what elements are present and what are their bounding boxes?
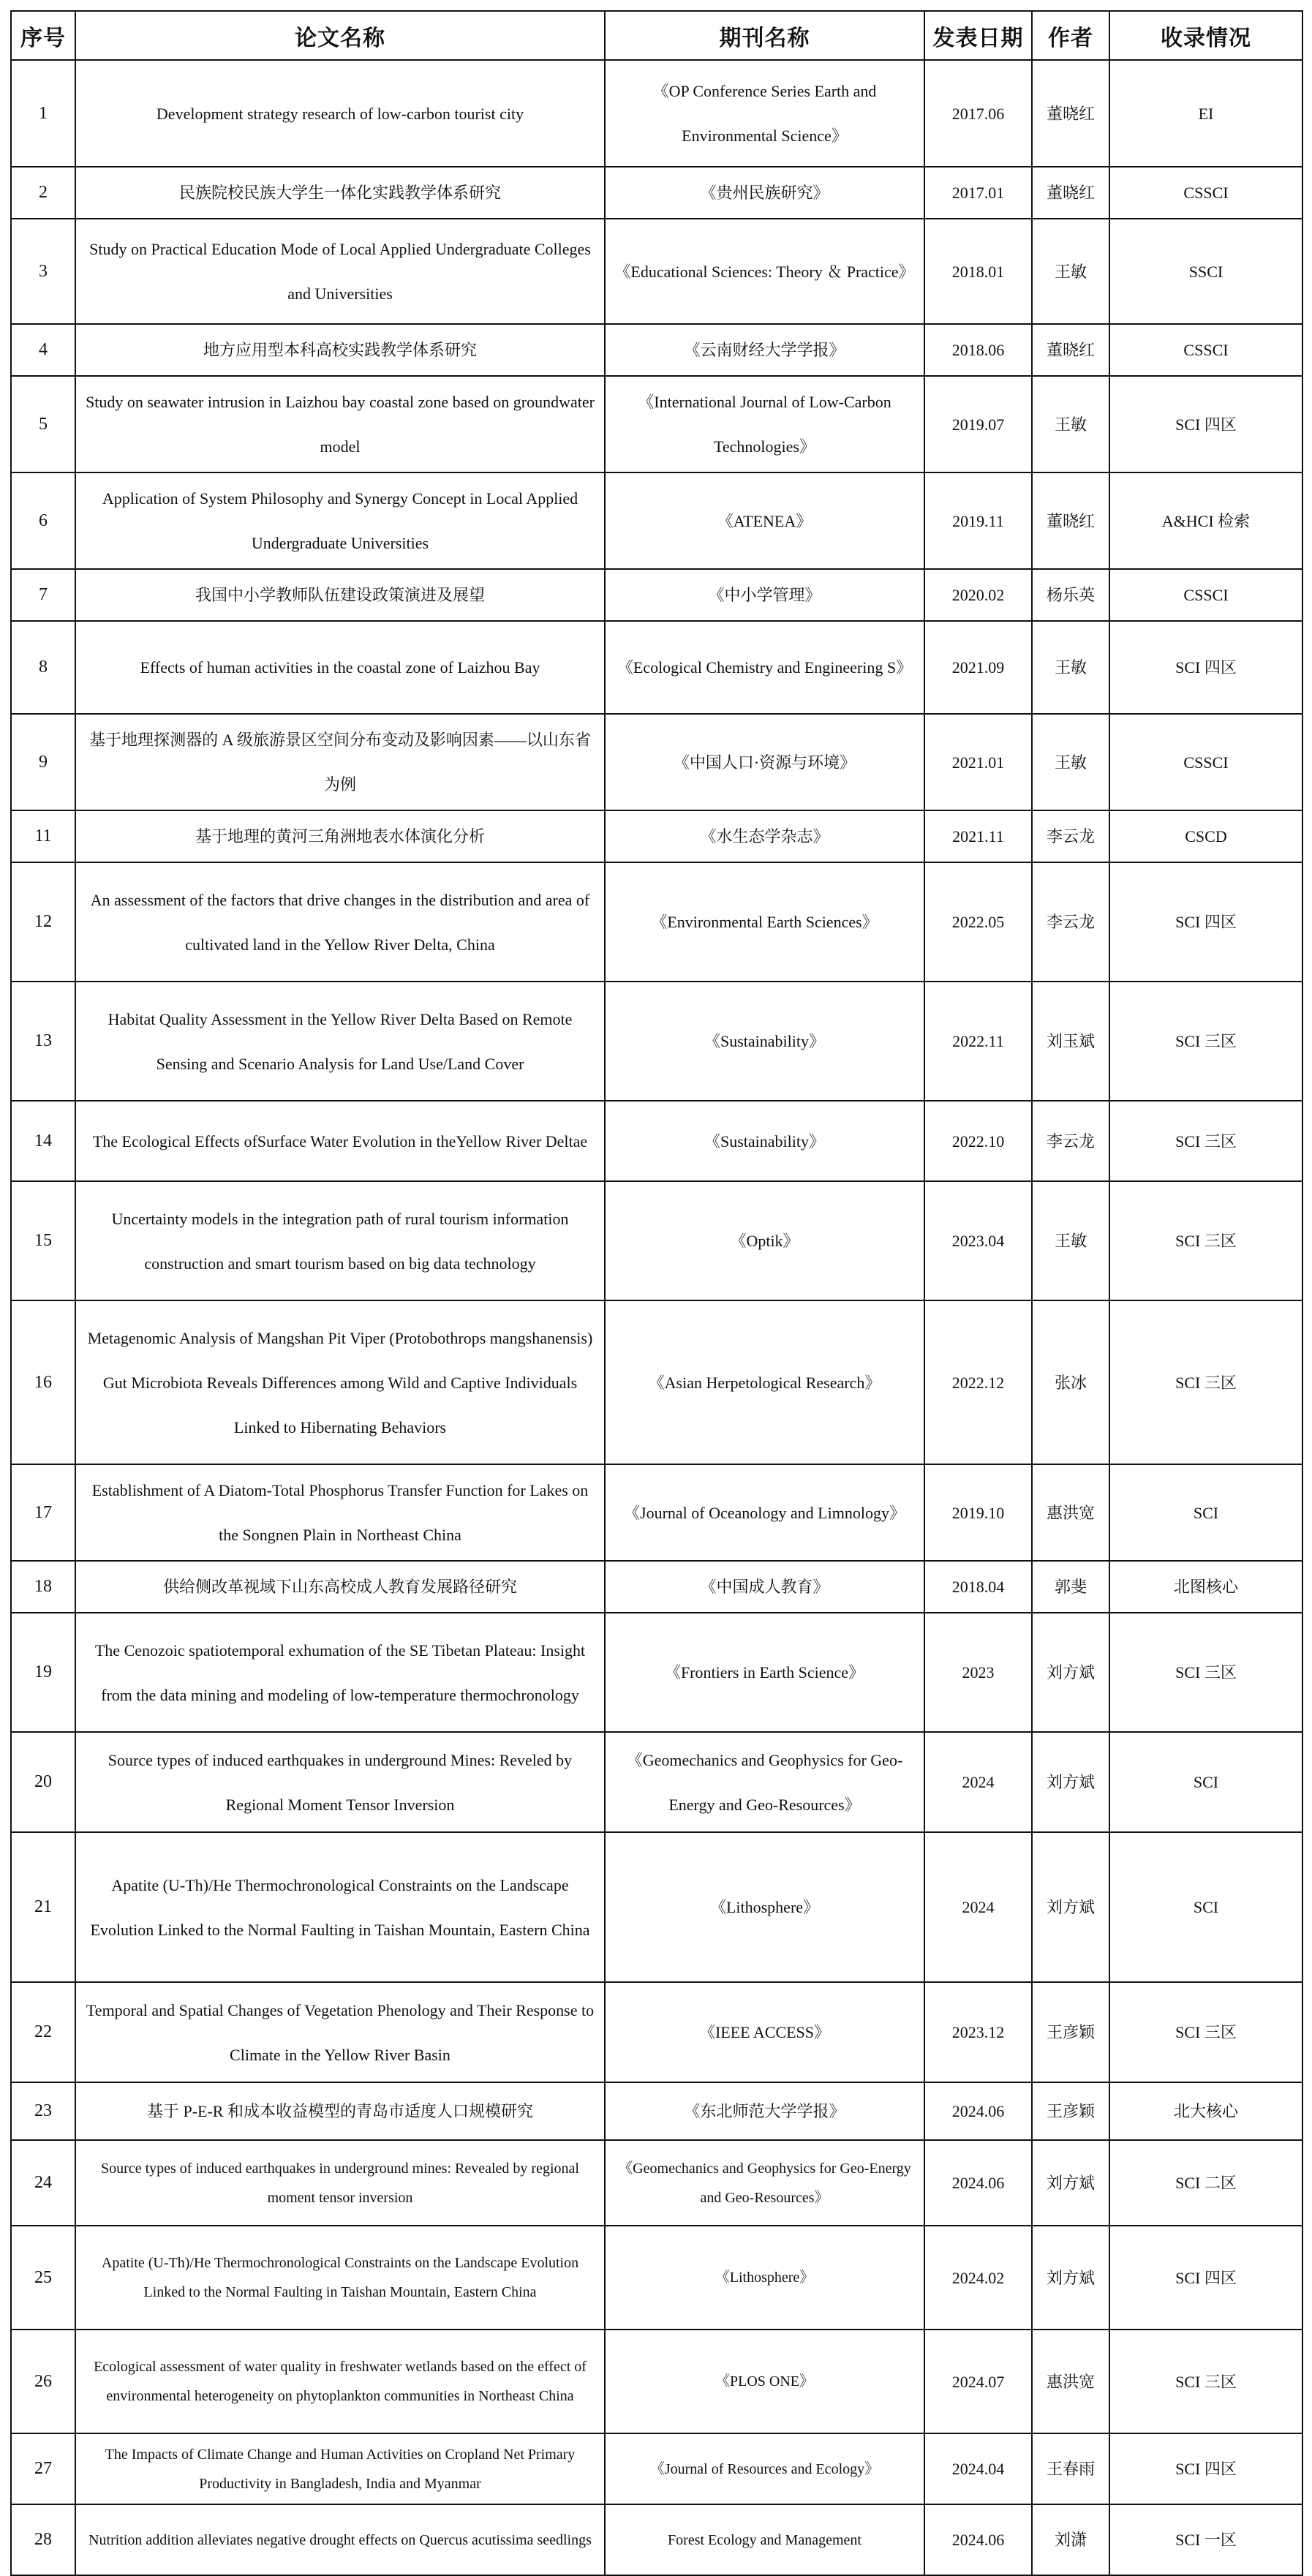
cell-no: 12 xyxy=(11,862,75,982)
cell-journal: 《Sustainability》 xyxy=(605,982,924,1101)
cell-date: 2019.07 xyxy=(924,376,1032,472)
cell-date: 2023.04 xyxy=(924,1181,1032,1300)
cell-indexed: SCI 四区 xyxy=(1109,2226,1302,2330)
cell-date: 2018.01 xyxy=(924,219,1032,324)
cell-no: 5 xyxy=(11,376,75,472)
cell-title: Development strategy research of low-carbon tourist city xyxy=(75,60,605,167)
cell-indexed: CSSCI xyxy=(1109,324,1302,376)
table-row xyxy=(11,2226,1302,2330)
cell-title: 基于地理的黄河三角洲地表水体演化分析 xyxy=(75,810,605,862)
cell-author: 刘方斌 xyxy=(1032,1732,1109,1832)
cell-journal: 《水生态学杂志》 xyxy=(605,810,924,862)
cell-date: 2022.10 xyxy=(924,1101,1032,1181)
cell-author: 刘玉斌 xyxy=(1032,982,1109,1101)
table-row xyxy=(11,1732,1302,1832)
cell-title: Habitat Quality Assessment in the Yellow River Delta Based on Remote Sensing and Scenario Analysis for Land Use/Land Cover xyxy=(75,982,605,1101)
cell-author: 王彦颖 xyxy=(1032,1982,1109,2082)
table-row xyxy=(11,862,1302,982)
cell-indexed: SCI 三区 xyxy=(1109,982,1302,1101)
cell-journal: 《Frontiers in Earth Science》 xyxy=(605,1613,924,1732)
cell-title: The Ecological Effects ofSurface Water Evolution in theYellow River Deltae xyxy=(75,1101,605,1181)
cell-no: 18 xyxy=(11,1561,75,1613)
cell-date: 2024 xyxy=(924,1832,1032,1982)
cell-no: 22 xyxy=(11,1982,75,2082)
table-row xyxy=(11,2082,1302,2140)
table-row xyxy=(11,1613,1302,1732)
publications-table xyxy=(10,10,1303,2576)
cell-date: 2017.06 xyxy=(924,60,1032,167)
cell-indexed: SCI 四区 xyxy=(1109,376,1302,472)
cell-journal: Forest Ecology and Management xyxy=(605,2504,924,2575)
cell-indexed: SCI 二区 xyxy=(1109,2140,1302,2226)
cell-date: 2022.11 xyxy=(924,982,1032,1101)
cell-indexed: SSCI xyxy=(1109,219,1302,324)
cell-journal: 《Ecological Chemistry and Engineering S》 xyxy=(605,621,924,714)
cell-date: 2024.02 xyxy=(924,2226,1032,2330)
cell-journal: 《Optik》 xyxy=(605,1181,924,1300)
cell-title: Study on Practical Education Mode of Local Applied Undergraduate Colleges and Universities xyxy=(75,219,605,324)
cell-title: Metagenomic Analysis of Mangshan Pit Viper (Protobothrops mangshanensis) Gut Microbiota Reveals Differences among Wild and Captive Individuals Linked to Hibernating Behaviors xyxy=(75,1300,605,1464)
cell-journal: 《Geomechanics and Geophysics for Geo-Energy and Geo-Resources》 xyxy=(605,1732,924,1832)
header-title: 论文名称 xyxy=(75,11,605,60)
cell-indexed: SCI 一区 xyxy=(1109,2504,1302,2575)
cell-no: 2 xyxy=(11,167,75,219)
cell-journal: 《Educational Sciences: Theory ＆ Practice》 xyxy=(605,219,924,324)
header-author: 作者 xyxy=(1032,11,1109,60)
cell-journal: 《Journal of Oceanology and Limnology》 xyxy=(605,1464,924,1561)
cell-no: 8 xyxy=(11,621,75,714)
cell-author: 刘方斌 xyxy=(1032,2140,1109,2226)
cell-title: 我国中小学教师队伍建设政策演进及展望 xyxy=(75,569,605,621)
cell-indexed: SCI 三区 xyxy=(1109,2330,1302,2433)
cell-no: 4 xyxy=(11,324,75,376)
table-row xyxy=(11,1300,1302,1464)
cell-author: 杨乐英 xyxy=(1032,569,1109,621)
cell-title: Apatite (U-Th)/He Thermochronological Constraints on the Landscape Evolution Linked to the Normal Faulting in Taishan Mountain, Eastern China xyxy=(75,2226,605,2330)
cell-no: 21 xyxy=(11,1832,75,1982)
header-no: 序号 xyxy=(11,11,75,60)
cell-indexed: SCI 三区 xyxy=(1109,1101,1302,1181)
cell-indexed: 北大核心 xyxy=(1109,2082,1302,2140)
cell-author: 王敏 xyxy=(1032,376,1109,472)
header-date: 发表日期 xyxy=(924,11,1032,60)
cell-indexed: SCI 三区 xyxy=(1109,1613,1302,1732)
cell-date: 2021.01 xyxy=(924,714,1032,810)
cell-indexed: CSSCI xyxy=(1109,569,1302,621)
cell-no: 28 xyxy=(11,2504,75,2575)
cell-author: 王敏 xyxy=(1032,714,1109,810)
cell-title: Temporal and Spatial Changes of Vegetation Phenology and Their Response to Climate in the Yellow River Basin xyxy=(75,1982,605,2082)
cell-date: 2024.06 xyxy=(924,2140,1032,2226)
table-row xyxy=(11,982,1302,1101)
cell-title: Nutrition addition alleviates negative drought effects on Quercus acutissima seedlings xyxy=(75,2504,605,2575)
header-indexed: 收录情况 xyxy=(1109,11,1302,60)
cell-journal: 《Sustainability》 xyxy=(605,1101,924,1181)
cell-date: 2022.12 xyxy=(924,1300,1032,1464)
cell-no: 25 xyxy=(11,2226,75,2330)
cell-author: 王彦颖 xyxy=(1032,2082,1109,2140)
cell-no: 17 xyxy=(11,1464,75,1561)
cell-journal: 《ATENEA》 xyxy=(605,472,924,569)
cell-indexed: SCI 三区 xyxy=(1109,1982,1302,2082)
cell-no: 15 xyxy=(11,1181,75,1300)
cell-indexed: SCI 四区 xyxy=(1109,621,1302,714)
table-row xyxy=(11,810,1302,862)
cell-author: 董晓红 xyxy=(1032,60,1109,167)
cell-author: 刘潇 xyxy=(1032,2504,1109,2575)
cell-date: 2024.06 xyxy=(924,2082,1032,2140)
table-row xyxy=(11,714,1302,810)
cell-date: 2018.04 xyxy=(924,1561,1032,1613)
cell-date: 2017.01 xyxy=(924,167,1032,219)
cell-no: 11 xyxy=(11,810,75,862)
cell-title: An assessment of the factors that drive changes in the distribution and area of cultivated land in the Yellow River Delta, China xyxy=(75,862,605,982)
cell-author: 王敏 xyxy=(1032,219,1109,324)
table-row xyxy=(11,2140,1302,2226)
table-row xyxy=(11,1832,1302,1982)
cell-journal: 《中小学管理》 xyxy=(605,569,924,621)
cell-no: 20 xyxy=(11,1732,75,1832)
cell-no: 24 xyxy=(11,2140,75,2226)
cell-indexed: 北图核心 xyxy=(1109,1561,1302,1613)
cell-title: Source types of induced earthquakes in underground Mines: Reveled by Regional Moment Tensor Inversion xyxy=(75,1732,605,1832)
cell-title: 供给侧改革视域下山东高校成人教育发展路径研究 xyxy=(75,1561,605,1613)
cell-title: The Impacts of Climate Change and Human Activities on Cropland Net Primary Productivity in Bangladesh, India and Myanmar xyxy=(75,2433,605,2504)
cell-title: Establishment of A Diatom-Total Phosphorus Transfer Function for Lakes on the Songnen Plain in Northeast China xyxy=(75,1464,605,1561)
cell-author: 惠洪宽 xyxy=(1032,2330,1109,2433)
cell-journal: 《Lithosphere》 xyxy=(605,1832,924,1982)
cell-journal: 《中国人口·资源与环境》 xyxy=(605,714,924,810)
cell-journal: 《Geomechanics and Geophysics for Geo-Energy and Geo-Resources》 xyxy=(605,2140,924,2226)
table-row xyxy=(11,324,1302,376)
cell-journal: 《云南财经大学学报》 xyxy=(605,324,924,376)
cell-author: 惠洪宽 xyxy=(1032,1464,1109,1561)
cell-title: 民族院校民族大学生一体化实践教学体系研究 xyxy=(75,167,605,219)
cell-journal: 《Lithosphere》 xyxy=(605,2226,924,2330)
cell-indexed: EI xyxy=(1109,60,1302,167)
cell-author: 董晓红 xyxy=(1032,472,1109,569)
cell-title: Source types of induced earthquakes in underground mines: Revealed by regional moment tensor inversion xyxy=(75,2140,605,2226)
cell-no: 7 xyxy=(11,569,75,621)
cell-author: 张冰 xyxy=(1032,1300,1109,1464)
cell-no: 13 xyxy=(11,982,75,1101)
cell-indexed: A&HCI 检索 xyxy=(1109,472,1302,569)
cell-date: 2021.09 xyxy=(924,621,1032,714)
header-row xyxy=(11,11,1302,60)
table-row xyxy=(11,60,1302,167)
cell-indexed: SCI 三区 xyxy=(1109,1181,1302,1300)
cell-journal: 《PLOS ONE》 xyxy=(605,2330,924,2433)
cell-no: 16 xyxy=(11,1300,75,1464)
cell-title: Study on seawater intrusion in Laizhou bay coastal zone based on groundwater model xyxy=(75,376,605,472)
cell-journal: 《OP Conference Series Earth and Environmental Science》 xyxy=(605,60,924,167)
cell-journal: 《贵州民族研究》 xyxy=(605,167,924,219)
cell-indexed: SCI xyxy=(1109,1732,1302,1832)
cell-date: 2022.05 xyxy=(924,862,1032,982)
cell-author: 王敏 xyxy=(1032,621,1109,714)
cell-indexed: CSSCI xyxy=(1109,167,1302,219)
cell-date: 2019.10 xyxy=(924,1464,1032,1561)
cell-title: Uncertainty models in the integration path of rural tourism information construction and smart tourism based on big data technology xyxy=(75,1181,605,1300)
cell-date: 2024.07 xyxy=(924,2330,1032,2433)
cell-journal: 《International Journal of Low-Carbon Technologies》 xyxy=(605,376,924,472)
cell-author: 王春雨 xyxy=(1032,2433,1109,2504)
cell-author: 刘方斌 xyxy=(1032,1613,1109,1732)
cell-date: 2024.06 xyxy=(924,2504,1032,2575)
cell-indexed: CSSCI xyxy=(1109,714,1302,810)
cell-title: The Cenozoic spatiotemporal exhumation of the SE Tibetan Plateau: Insight from the data mining and modeling of low-temperature thermochronology xyxy=(75,1613,605,1732)
cell-no: 3 xyxy=(11,219,75,324)
table-row xyxy=(11,1561,1302,1613)
cell-no: 23 xyxy=(11,2082,75,2140)
cell-title: Ecological assessment of water quality in freshwater wetlands based on the effect of environmental heterogeneity on phytoplankton communities in Northeast China xyxy=(75,2330,605,2433)
cell-no: 1 xyxy=(11,60,75,167)
cell-author: 李云龙 xyxy=(1032,810,1109,862)
cell-date: 2020.02 xyxy=(924,569,1032,621)
cell-no: 27 xyxy=(11,2433,75,2504)
cell-author: 刘方斌 xyxy=(1032,2226,1109,2330)
cell-indexed: SCI xyxy=(1109,1464,1302,1561)
table-row xyxy=(11,1101,1302,1181)
table-row xyxy=(11,167,1302,219)
cell-date: 2023 xyxy=(924,1613,1032,1732)
cell-indexed: SCI 四区 xyxy=(1109,862,1302,982)
cell-author: 董晓红 xyxy=(1032,167,1109,219)
table-row xyxy=(11,1181,1302,1300)
cell-journal: 《Asian Herpetological Research》 xyxy=(605,1300,924,1464)
table-row xyxy=(11,2433,1302,2504)
table-row xyxy=(11,621,1302,714)
cell-journal: 《中国成人教育》 xyxy=(605,1561,924,1613)
cell-date: 2019.11 xyxy=(924,472,1032,569)
table-row xyxy=(11,376,1302,472)
table-row xyxy=(11,1464,1302,1561)
cell-title: Effects of human activities in the coastal zone of Laizhou Bay xyxy=(75,621,605,714)
cell-indexed: SCI 三区 xyxy=(1109,1300,1302,1464)
cell-title: Application of System Philosophy and Synergy Concept in Local Applied Undergraduate Universities xyxy=(75,472,605,569)
table-row xyxy=(11,569,1302,621)
cell-journal: 《东北师范大学学报》 xyxy=(605,2082,924,2140)
cell-no: 6 xyxy=(11,472,75,569)
cell-indexed: SCI xyxy=(1109,1832,1302,1982)
cell-title: Apatite (U-Th)/He Thermochronological Constraints on the Landscape Evolution Linked to the Normal Faulting in Taishan Mountain, Eastern China xyxy=(75,1832,605,1982)
cell-date: 2018.06 xyxy=(924,324,1032,376)
cell-date: 2021.11 xyxy=(924,810,1032,862)
cell-author: 郭斐 xyxy=(1032,1561,1109,1613)
cell-journal: 《Environmental Earth Sciences》 xyxy=(605,862,924,982)
table-row xyxy=(11,219,1302,324)
cell-journal: 《IEEE ACCESS》 xyxy=(605,1982,924,2082)
cell-date: 2023.12 xyxy=(924,1982,1032,2082)
table-row xyxy=(11,2504,1302,2575)
table-row xyxy=(11,472,1302,569)
cell-no: 26 xyxy=(11,2330,75,2433)
cell-author: 李云龙 xyxy=(1032,862,1109,982)
header-journal: 期刊名称 xyxy=(605,11,924,60)
cell-no: 14 xyxy=(11,1101,75,1181)
cell-date: 2024 xyxy=(924,1732,1032,1832)
cell-author: 刘方斌 xyxy=(1032,1832,1109,1982)
table-body xyxy=(11,60,1302,2575)
cell-author: 王敏 xyxy=(1032,1181,1109,1300)
cell-date: 2024.04 xyxy=(924,2433,1032,2504)
cell-author: 李云龙 xyxy=(1032,1101,1109,1181)
table-row xyxy=(11,2330,1302,2433)
cell-title: 地方应用型本科高校实践教学体系研究 xyxy=(75,324,605,376)
cell-title: 基于地理探测器的 A 级旅游景区空间分布变动及影响因素——以山东省为例 xyxy=(75,714,605,810)
cell-indexed: SCI 四区 xyxy=(1109,2433,1302,2504)
cell-title: 基于 P-E-R 和成本收益模型的青岛市适度人口规模研究 xyxy=(75,2082,605,2140)
cell-no: 9 xyxy=(11,714,75,810)
cell-no: 19 xyxy=(11,1613,75,1732)
table-row xyxy=(11,1982,1302,2082)
cell-journal: 《Journal of Resources and Ecology》 xyxy=(605,2433,924,2504)
cell-author: 董晓红 xyxy=(1032,324,1109,376)
cell-indexed: CSCD xyxy=(1109,810,1302,862)
